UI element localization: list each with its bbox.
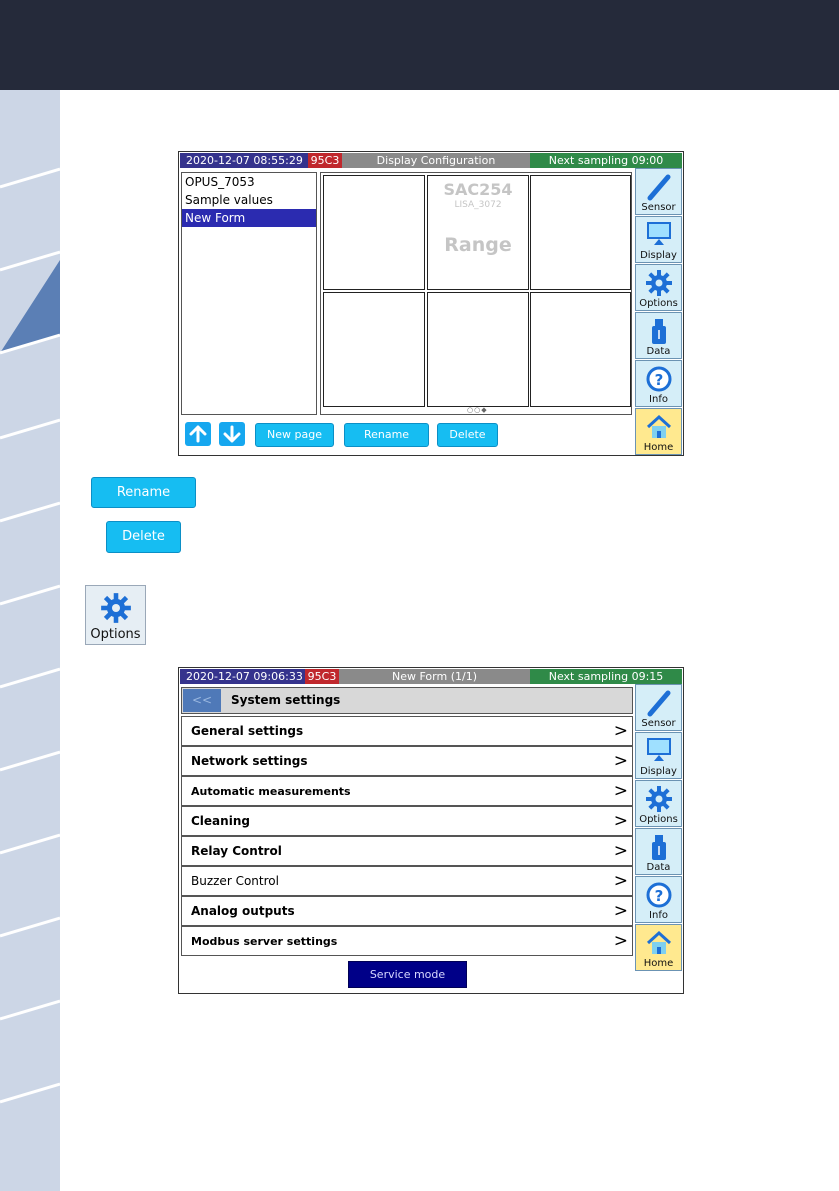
menu-item-automatic-measurements[interactable] xyxy=(181,776,633,806)
arrow-down-icon xyxy=(223,425,241,443)
status-time: 2020-12-07 08:55:29 xyxy=(180,153,308,168)
menu-item-network-settings[interactable] xyxy=(181,746,633,776)
status-code: 95C3 xyxy=(305,669,339,684)
sidebar-label: Data xyxy=(646,862,671,873)
rename-button-standalone[interactable]: Rename xyxy=(91,477,196,508)
status-title: New Form (1/1) xyxy=(339,669,530,684)
cell-sensor-id: LISA_3072 xyxy=(454,200,502,210)
grid-cell[interactable] xyxy=(427,175,529,290)
sidebar-label: Home xyxy=(643,958,674,969)
usb-data-icon xyxy=(647,317,671,347)
sidebar-label: Display xyxy=(640,766,677,777)
sidebar-sensor[interactable] xyxy=(635,684,682,731)
sensor-icon xyxy=(646,689,672,717)
move-down-button[interactable] xyxy=(219,422,245,446)
grid-cell[interactable] xyxy=(530,292,631,407)
menu-item-cleaning[interactable] xyxy=(181,806,633,836)
chevron-right-icon: > xyxy=(613,871,628,891)
chapter-tabs xyxy=(0,90,60,1191)
home-icon xyxy=(645,413,673,441)
chevron-right-icon: > xyxy=(613,751,628,771)
gear-icon xyxy=(645,269,673,297)
home-icon xyxy=(645,929,673,957)
grid-cell[interactable] xyxy=(530,175,631,290)
chevron-right-icon: > xyxy=(613,811,628,831)
sidebar-home[interactable] xyxy=(635,408,682,455)
status-bar xyxy=(180,153,682,168)
grid-cell[interactable] xyxy=(427,292,529,407)
menu-item-analog-outputs[interactable] xyxy=(181,896,633,926)
list-item[interactable]: Sample values xyxy=(185,193,273,207)
sidebar-label: Display xyxy=(640,250,677,261)
menu-label: General settings xyxy=(191,724,304,738)
display-icon xyxy=(645,221,673,249)
usb-data-icon xyxy=(647,833,671,863)
sidebar-options[interactable] xyxy=(635,264,682,311)
menu-item-relay-control[interactable] xyxy=(181,836,633,866)
system-settings-header xyxy=(181,687,633,714)
status-next-sampling: Next sampling 09:15 xyxy=(530,669,682,684)
sidebar-info[interactable] xyxy=(635,360,682,407)
sidebar-data[interactable] xyxy=(635,312,682,359)
sidebar-label: Info xyxy=(649,910,668,921)
sidebar-label: Sensor xyxy=(641,718,676,729)
header-band xyxy=(0,0,839,90)
options-label: Options xyxy=(90,627,141,642)
menu-item-modbus-server-settings[interactable] xyxy=(181,926,633,956)
chevron-right-icon: > xyxy=(613,931,628,951)
sidebar-options[interactable] xyxy=(635,780,682,827)
status-next-sampling: Next sampling 09:00 xyxy=(530,153,682,168)
menu-label: Analog outputs xyxy=(191,904,295,918)
menu-item-buzzer-control[interactable] xyxy=(181,866,633,896)
menu-label: Automatic measurements xyxy=(191,785,351,798)
cell-range: Range xyxy=(444,234,512,256)
sidebar-label: Options xyxy=(639,814,678,825)
menu-item-general-settings[interactable] xyxy=(181,716,633,746)
sidebar-data[interactable] xyxy=(635,828,682,875)
cell-sensor-name: SAC254 xyxy=(443,180,513,199)
info-icon xyxy=(645,881,673,909)
sidebar-display[interactable] xyxy=(635,732,682,779)
menu-label: Modbus server settings xyxy=(191,935,338,948)
menu-label: Relay Control xyxy=(191,844,282,858)
new-page-button[interactable]: New page xyxy=(255,423,334,447)
sidebar-home[interactable] xyxy=(635,924,682,971)
display-configuration-screen xyxy=(178,151,684,456)
form-preview-grid xyxy=(320,172,632,415)
delete-button-standalone[interactable]: Delete xyxy=(106,521,181,553)
sidebar-label: Info xyxy=(649,394,668,405)
page-indicator: ○○◆ xyxy=(467,406,488,414)
move-up-button[interactable] xyxy=(185,422,211,446)
sidebar-display[interactable] xyxy=(635,216,682,263)
chevron-right-icon: > xyxy=(613,781,628,801)
list-item[interactable]: OPUS_7053 xyxy=(185,175,255,189)
status-title: Display Configuration xyxy=(342,153,530,168)
gear-icon xyxy=(100,592,132,624)
status-time: 2020-12-07 09:06:33 xyxy=(180,669,305,684)
sidebar-label: Data xyxy=(646,346,671,357)
sidebar-label: Home xyxy=(643,442,674,453)
options-button-standalone[interactable] xyxy=(85,585,146,645)
form-list xyxy=(181,172,317,415)
sensor-icon xyxy=(646,173,672,201)
status-bar xyxy=(180,669,682,684)
svg-text:?: ? xyxy=(654,371,663,389)
sidebar-info[interactable] xyxy=(635,876,682,923)
rename-button[interactable]: Rename xyxy=(344,423,429,447)
gear-icon xyxy=(645,785,673,813)
service-mode-button[interactable]: Service mode xyxy=(348,961,467,988)
info-icon xyxy=(645,365,673,393)
chevron-right-icon: > xyxy=(613,721,628,741)
grid-cell[interactable] xyxy=(323,175,425,290)
delete-button[interactable]: Delete xyxy=(437,423,498,447)
list-item-selected[interactable]: New Form xyxy=(182,209,316,227)
menu-label: Buzzer Control xyxy=(191,874,279,888)
display-icon xyxy=(645,737,673,765)
sidebar-sensor[interactable] xyxy=(635,168,682,215)
sidebar-label: Options xyxy=(639,298,678,309)
grid-cell[interactable] xyxy=(323,292,425,407)
svg-text:?: ? xyxy=(654,887,663,905)
system-settings-screen xyxy=(178,667,684,994)
page-title: System settings xyxy=(231,693,341,707)
sidebar-label: Sensor xyxy=(641,202,676,213)
back-button[interactable]: << xyxy=(183,689,221,712)
status-code: 95C3 xyxy=(308,153,342,168)
menu-label: Network settings xyxy=(191,754,308,768)
arrow-up-icon xyxy=(189,425,207,443)
chevron-right-icon: > xyxy=(613,841,628,861)
chevron-right-icon: > xyxy=(613,901,628,921)
menu-label: Cleaning xyxy=(191,814,250,828)
